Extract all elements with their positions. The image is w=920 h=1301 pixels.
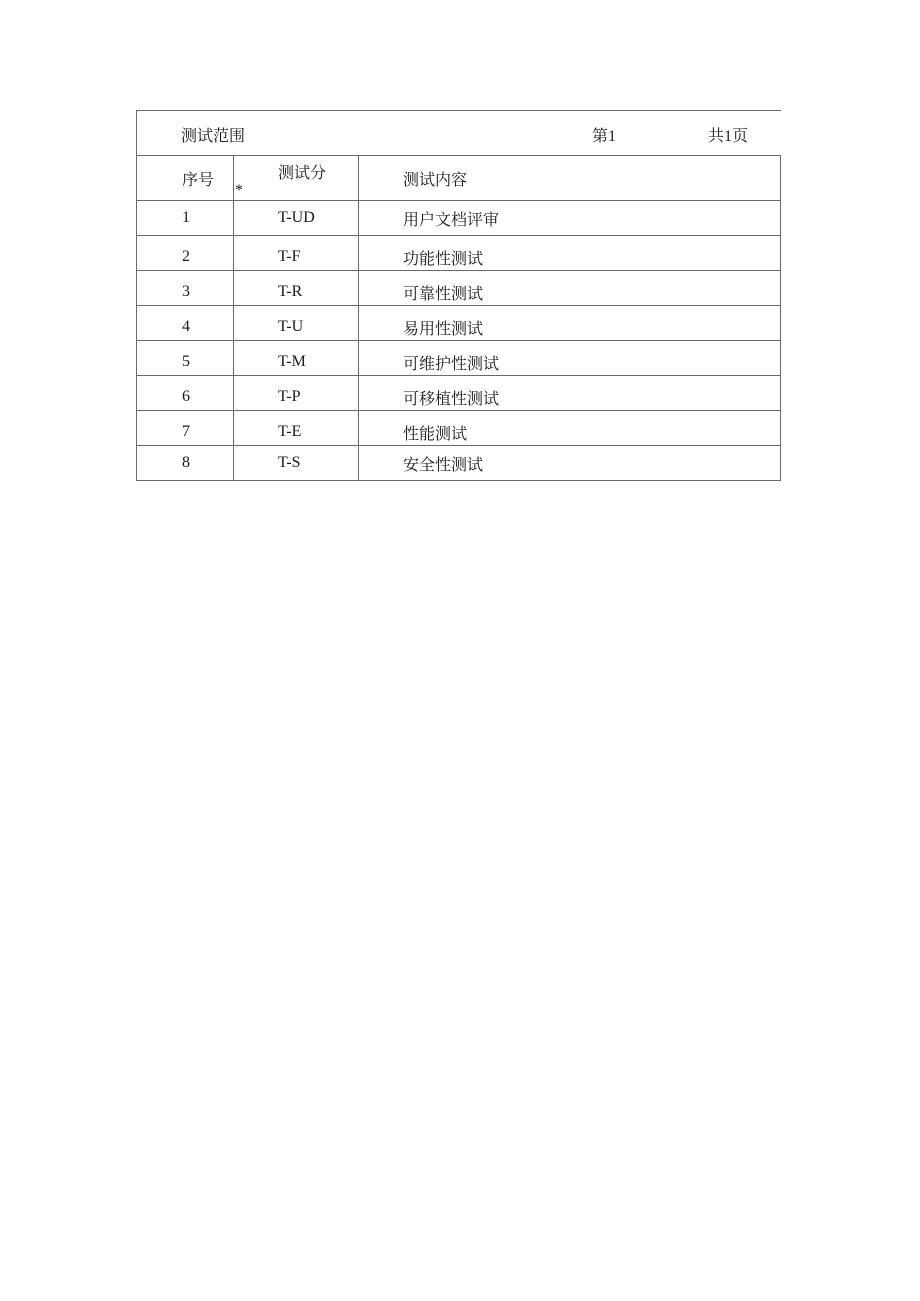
- page-total: 共1页: [708, 128, 749, 145]
- row-content: 功能性测试: [359, 236, 781, 271]
- table-title: 测试范围: [181, 128, 246, 145]
- column-header-category: [234, 156, 359, 201]
- column-header-category-mark: *: [235, 182, 243, 199]
- table-row: [137, 271, 781, 306]
- column-header-content: 测试内容: [359, 156, 781, 201]
- row-content: 安全性测试: [359, 446, 781, 481]
- row-content: 性能测试: [359, 411, 781, 446]
- row-content: 用户文档评审: [359, 201, 781, 236]
- row-code: T-P: [234, 376, 359, 411]
- row-content: 可靠性测试: [359, 271, 781, 306]
- table-row: [137, 411, 781, 446]
- table-row: [137, 376, 781, 411]
- table-row: [137, 306, 781, 341]
- row-sequence: 3: [137, 271, 234, 306]
- row-code: T-F: [234, 236, 359, 271]
- column-header-category-label: 测试分: [278, 165, 327, 182]
- row-code: T-M: [234, 341, 359, 376]
- table-row: [137, 341, 781, 376]
- row-code: T-S: [234, 446, 359, 481]
- row-sequence: 5: [137, 341, 234, 376]
- header-cell: [137, 111, 781, 156]
- row-sequence: 6: [137, 376, 234, 411]
- row-code: T-UD: [234, 201, 359, 236]
- row-sequence: 7: [137, 411, 234, 446]
- row-content: 可移植性测试: [359, 376, 781, 411]
- row-sequence: 4: [137, 306, 234, 341]
- column-header-row: [137, 156, 781, 201]
- column-header-sequence: 序号: [137, 156, 234, 201]
- page-number: 第1: [592, 128, 617, 145]
- table-row: [137, 236, 781, 271]
- row-code: T-U: [234, 306, 359, 341]
- row-code: T-E: [234, 411, 359, 446]
- test-scope-table: [136, 110, 781, 481]
- table-header-row: [137, 111, 781, 156]
- row-sequence: 1: [137, 201, 234, 236]
- row-content: 易用性测试: [359, 306, 781, 341]
- row-code: T-R: [234, 271, 359, 306]
- table-row: [137, 201, 781, 236]
- row-content: 可维护性测试: [359, 341, 781, 376]
- table-row: [137, 446, 781, 481]
- row-sequence: 2: [137, 236, 234, 271]
- row-sequence: 8: [137, 446, 234, 481]
